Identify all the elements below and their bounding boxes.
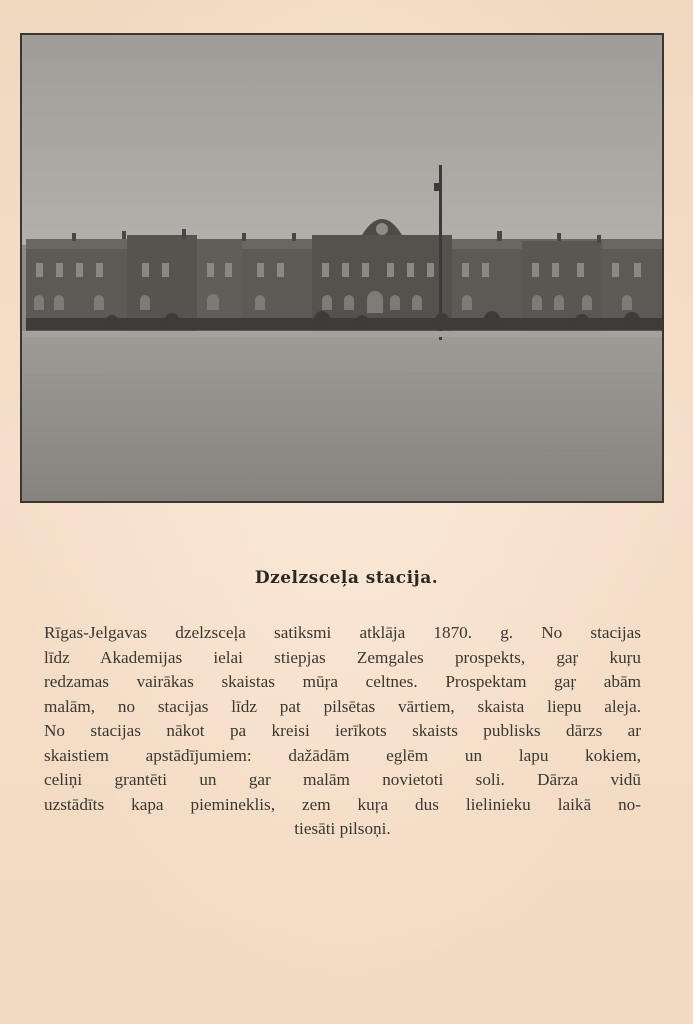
paragraph-line: malām, no stacijas līdz pat pilsētas vārtiem, skaista liepu aleja.: [44, 696, 641, 716]
paragraph-line: uzstādīts kapa piemineklis, zem kuŗa dus lielinieku laikā no-: [44, 794, 641, 814]
paragraph-line: tiesāti pilsoņi.: [294, 819, 391, 838]
paragraph-line: Rīgas-Jelgavas dzelzsceļa satiksmi atklāja 1870. g. No stacijas: [44, 623, 641, 642]
photo-caption-title: Dzelzsceļa stacija.: [254, 568, 439, 588]
station-photograph: [20, 33, 664, 503]
paragraph-line: celiņi grantēti un gar malām novietoti soli. Dārza vidū: [44, 770, 641, 789]
paragraph-line: līdz Akademijas ielai stiepjas Zemgales prospekts, gaŗ kuŗu: [44, 647, 641, 667]
description-paragraph: [44, 621, 641, 842]
paragraph-line: skaistiem apstādījumiem: dažādām eglēm un lapu kokiem,: [44, 745, 641, 765]
paragraph-line: No stacijas nākot pa kreisi ierīkots skaists publisks dārzs ar: [44, 721, 641, 740]
paragraph-line: redzamas vairākas skaistas mūŗa celtnes. Prospektam gaŗ abām: [44, 672, 641, 691]
